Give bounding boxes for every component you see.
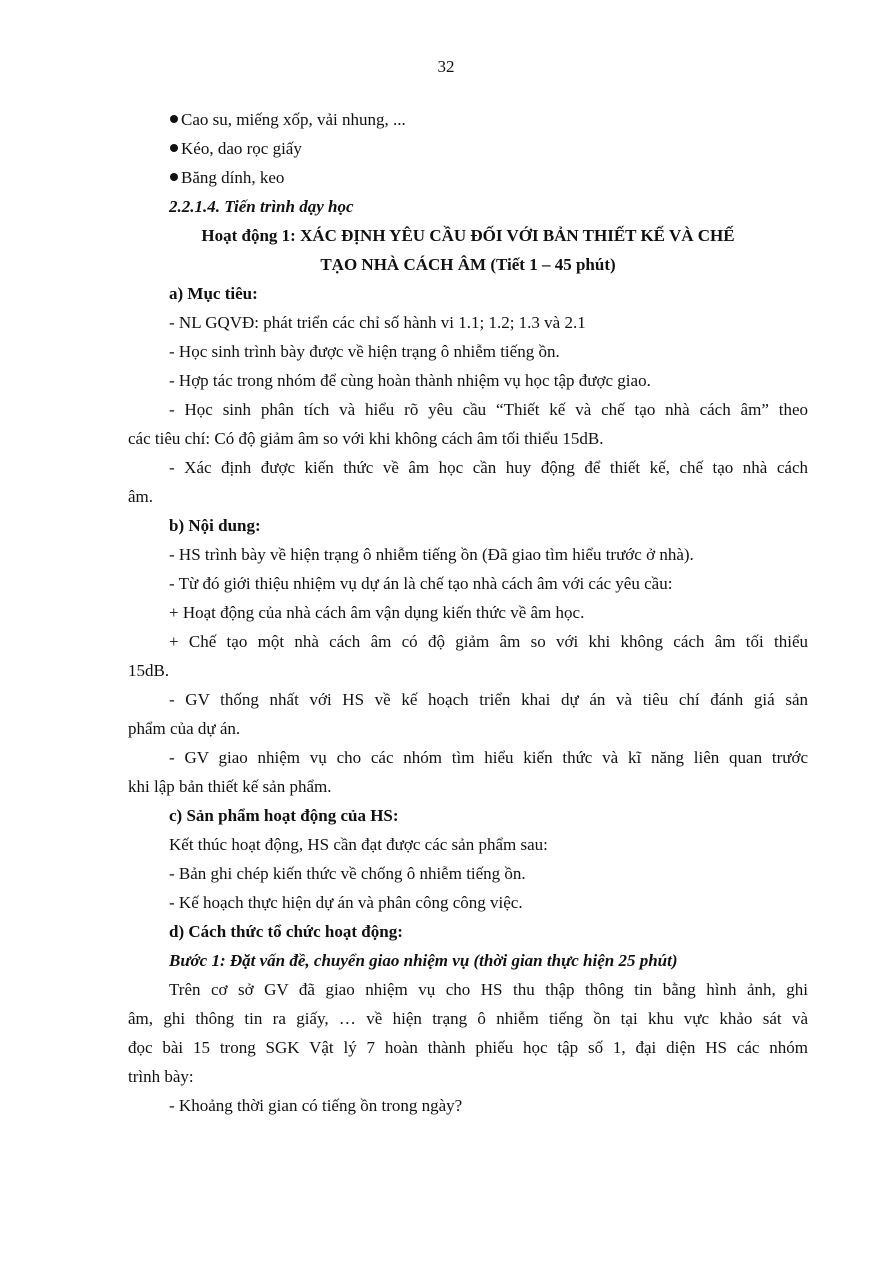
objective-item: - Hợp tác trong nhóm để cùng hoàn thành nhiệm vụ học tập được giao. <box>169 371 651 390</box>
objective-item-continued: các tiêu chí: Có độ giảm âm so với khi không cách âm tối thiểu 15dB. <box>128 429 604 448</box>
content-item: + Chế tạo một nhà cách âm có độ giảm âm so với khi không cách âm tối thiểu <box>169 632 808 651</box>
section-heading: 2.2.1.4. Tiến trình dạy học <box>169 197 354 216</box>
content-item: - GV thống nhất với HS về kế hoạch triển khai dự án và tiêu chí đánh giá sản <box>169 690 808 709</box>
organization-heading: d) Cách thức tổ chức hoạt động: <box>169 922 403 941</box>
product-item: Kết thúc hoạt động, HS cần đạt được các sản phẩm sau: <box>169 835 548 854</box>
activity-title-line-2: TẠO NHÀ CÁCH ÂM (Tiết 1 – 45 phút) <box>320 255 616 274</box>
content-item: - Từ đó giới thiệu nhiệm vụ dự án là chế tạo nhà cách âm với các yêu cầu: <box>169 574 673 593</box>
step-1-heading: Bước 1: Đặt vấn đề, chuyển giao nhiệm vụ (thời gian thực hiện 25 phút) <box>169 951 678 970</box>
product-item: - Bản ghi chép kiến thức về chống ô nhiễm tiếng ồn. <box>169 864 526 883</box>
objective-item: - Xác định được kiến thức về âm học cần huy động để thiết kế, chế tạo nhà cách <box>169 458 808 477</box>
bullet-dot-icon <box>170 115 178 123</box>
content-heading: b) Nội dung: <box>169 516 261 535</box>
objective-item: - NL GQVĐ: phát triển các chỉ số hành vi 1.1; 1.2; 1.3 và 2.1 <box>169 313 586 332</box>
content-item-continued: khi lập bản thiết kế sản phẩm. <box>128 777 332 796</box>
activity-title-line-1: Hoạt động 1: XÁC ĐỊNH YÊU CẦU ĐỐI VỚI BẢN THIẾT KẾ VÀ CHẾ <box>201 226 735 245</box>
bullet-item <box>128 134 808 163</box>
content-item-continued: phẩm của dự án. <box>128 719 241 738</box>
bullet-item <box>128 105 808 134</box>
objective-item: - Học sinh phân tích và hiểu rõ yêu cầu “Thiết kế và chế tạo nhà cách âm” theo <box>169 400 808 419</box>
content-item: - GV giao nhiệm vụ cho các nhóm tìm hiểu kiến thức và kĩ năng liên quan trước <box>169 748 808 767</box>
objective-item: - Học sinh trình bày được về hiện trạng ô nhiễm tiếng ồn. <box>169 342 560 361</box>
bullet-item <box>128 163 808 192</box>
content-item: + Hoạt động của nhà cách âm vận dụng kiến thức về âm học. <box>169 603 585 622</box>
bullet-text: Cao su, miếng xốp, vải nhung, ... <box>181 110 406 129</box>
bullet-dot-icon <box>170 144 178 152</box>
content-item: - HS trình bày về hiện trạng ô nhiễm tiếng ồn (Đã giao tìm hiểu trước ở nhà). <box>169 545 694 564</box>
document-body <box>128 105 808 1120</box>
paragraph-line: âm, ghi thông tin ra giấy, … về hiện trạng ô nhiễm tiếng ồn tại khu vực khảo sát và <box>128 1009 808 1028</box>
objective-item-continued: âm. <box>128 487 154 506</box>
question-item: - Khoảng thời gian có tiếng ồn trong ngày? <box>169 1096 463 1115</box>
objectives-heading: a) Mục tiêu: <box>169 284 258 303</box>
paragraph-line: đọc bài 15 trong SGK Vật lý 7 hoàn thành phiếu học tập số 1, đại diện HS các nhóm <box>128 1038 808 1057</box>
content-item-continued: 15dB. <box>128 661 170 680</box>
bullet-text: Băng dính, keo <box>181 168 285 187</box>
paragraph-line: Trên cơ sở GV đã giao nhiệm vụ cho HS thu thập thông tin bằng hình ảnh, ghi <box>169 980 808 999</box>
products-heading: c) Sản phẩm hoạt động của HS: <box>169 806 399 825</box>
bullet-dot-icon <box>170 173 178 181</box>
paragraph-line: trình bày: <box>128 1067 194 1086</box>
product-item: - Kế hoạch thực hiện dự án và phân công công việc. <box>169 893 523 912</box>
page-number: 32 <box>437 57 455 76</box>
bullet-text: Kéo, dao rọc giấy <box>181 139 302 158</box>
